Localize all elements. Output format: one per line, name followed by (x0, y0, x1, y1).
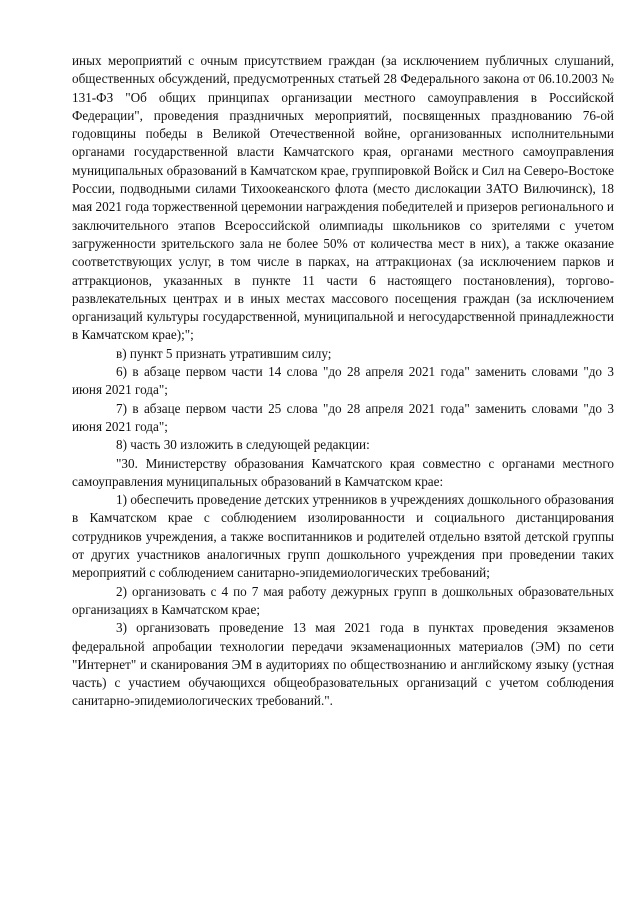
paragraph-part-30: "30. Министерству образования Камчатского края совместно с органами местного самоуправления муниципальных образований в Камчатском крае: (72, 455, 614, 489)
paragraph-subitem-2: 2) организовать с 4 по 7 мая работу дежурных групп в дошкольных образовательных организациях в Камчатском крае; (72, 583, 614, 617)
document-page (72, 52, 614, 711)
paragraph-item-v: в) пункт 5 признать утратившим силу; (116, 345, 332, 361)
paragraph-item-8: 8) часть 30 изложить в следующей редакции: (116, 437, 370, 453)
paragraph-item-7: 7) в абзаце первом части 25 слова "до 28 апреля 2021 года" заменить словами "до 3 июня 2021 года"; (72, 400, 614, 434)
paragraph-continuation: иных мероприятий с очным присутствием граждан (за исключением публичных слушаний, общественных обсуждений, предусмотренных статьей 28 Федерального закона от 06.10.2003 № 131-ФЗ "Об общих принципах организации местного самоуправления в Российской Федерации", проведения праздничных мероприятий, посвященных празднованию 76-ой годовщины победы в Великой Отечественной войне, организованных исполнительными органами государственной власти Камчатского края, органами местного самоуправления муниципальных образований в Камчатском крае, группировкой Войск и Сил на Северо-Востоке России, подводными силами Тихоокеанского флота (место дислокации ЗАТО Вилючинск), 18 мая 2021 года торжественной церемонии награждения победителей и призеров регионального и заключительного этапов Всероссийской олимпиады школьников со зрителями с учетом загруженности зрительского зала не более 50% от количества мест в них), а также оказание соответствующих услуг, в том числе в парках, на аттракционах (за исключением парков и аттракционов, указанных в пункте 11 части 6 настоящего постановления), торгово-развлекательных центрах и в иных местах массового посещения граждан (за исключением организаций культуры государственной, муниципальной и негосударственной принадлежности в Камчатском крае);"; (72, 53, 614, 343)
paragraph-item-6: 6) в абзаце первом части 14 слова "до 28 апреля 2021 года" заменить словами "до 3 июня 2021 года"; (72, 364, 614, 398)
paragraph-subitem-1: 1) обеспечить проведение детских утренников в учреждениях дошкольного образования в Камчатском крае с соблюдением изолированности и социального дистанцирования сотрудников учреждения, а также воспитанников и родителей отдельно взятой детской группы от других участников аналогичных групп дошкольного учреждения при проведении таких мероприятий с соблюдением санитарно-эпидемиологических требований; (72, 492, 614, 581)
paragraph-subitem-3: 3) организовать проведение 13 мая 2021 года в пунктах проведения экзаменов федеральной апробации технологии передачи экзаменационных материалов (ЭМ) по сети "Интернет" и сканирования ЭМ в аудиториях по обществознанию и английскому языку (устная часть) с участием обучающихся общеобразовательных организаций с учетом соблюдения санитарно-эпидемиологических требований.". (72, 620, 614, 709)
